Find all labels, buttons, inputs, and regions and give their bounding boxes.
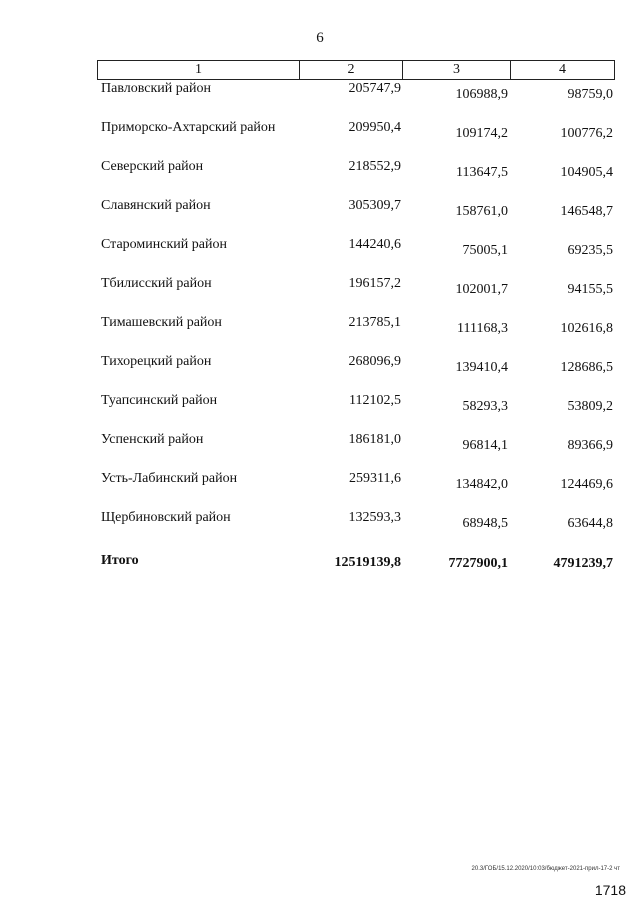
value-col-2: 259311,6 [349,471,401,486]
value-col-3: 75005,1 [462,243,508,258]
table-row [97,354,615,393]
district-name: Тимашевский район [101,315,222,330]
value-col-4: 102616,8 [560,321,613,336]
table-row [97,432,615,471]
table-row [97,198,615,237]
value-col-3: 102001,7 [455,282,508,297]
table-row [97,159,615,198]
district-name: Староминский район [101,237,227,252]
total-row [97,553,615,592]
value-col-3: 109174,2 [455,126,508,141]
value-col-2: 196157,2 [348,276,401,291]
value-col-2: 132593,3 [348,510,401,525]
column-header-3: 3 [403,61,511,79]
value-col-3: 96814,1 [462,438,508,453]
value-col-2: 305309,7 [348,198,401,213]
value-col-2: 218552,9 [348,159,401,174]
value-col-4: 100776,2 [560,126,613,141]
district-name: Усть-Лабинский район [101,471,238,486]
value-col-3: 139410,4 [455,360,508,375]
table-row [97,393,615,432]
value-col-3: 106988,9 [455,87,508,102]
value-col-3: 158761,0 [455,204,508,219]
district-name: Северский район [101,159,204,174]
table-row [97,276,615,315]
value-col-4: 128686,5 [560,360,613,375]
value-col-4: 104905,4 [560,165,613,180]
value-col-2: 209950,4 [348,120,401,135]
column-header-1: 1 [98,61,300,79]
value-col-2: 144240,6 [348,237,401,252]
value-col-4: 146548,7 [560,204,613,219]
table-row [97,81,615,120]
table-row [97,237,615,276]
table-row [97,315,615,354]
district-name: Туапсинский район [101,393,218,408]
total-col-3: 7727900,1 [448,556,508,571]
value-col-3: 134842,0 [455,477,508,492]
value-col-2: 268096,9 [348,354,401,369]
district-name: Тихорецкий район [101,354,212,369]
district-name: Павловский район [101,81,211,96]
table-header [97,60,615,80]
total-col-4: 4791239,7 [553,556,613,571]
value-col-4: 98759,0 [567,87,613,102]
table-row [97,510,615,549]
document-footer-note: 20.3/ГОБ/15.12.2020/10:03/бюджет-2021-прил-17-2 чт [471,866,620,872]
district-name: Славянский район [101,198,211,213]
total-col-2: 12519139,8 [334,555,401,570]
value-col-2: 205747,9 [348,81,401,96]
table-row [97,471,615,510]
value-col-4: 63644,8 [567,516,613,531]
value-col-4: 69235,5 [567,243,613,258]
value-col-2: 112102,5 [349,393,401,408]
column-header-2: 2 [300,61,403,79]
total-label: Итого [101,553,139,568]
value-col-3: 68948,5 [462,516,508,531]
value-col-4: 124469,6 [560,477,613,492]
table-body [97,81,615,592]
table-row [97,120,615,159]
column-header-4: 4 [559,62,566,77]
value-col-2: 186181,0 [348,432,401,447]
district-name: Щербиновский район [101,510,231,525]
value-col-2: 213785,1 [348,315,401,330]
value-col-3: 58293,3 [462,399,508,414]
district-name: Успенский район [101,432,204,447]
sheet-number: 1718 [594,882,626,898]
district-name: Приморско-Ахтарский район [101,120,276,135]
value-col-3: 111168,3 [457,321,508,336]
value-col-4: 94155,5 [567,282,613,297]
district-name: Тбилисский район [101,276,212,291]
value-col-3: 113647,5 [456,165,508,180]
page-number: 6 [316,30,324,46]
value-col-4: 89366,9 [567,438,613,453]
value-col-4: 53809,2 [567,399,613,414]
